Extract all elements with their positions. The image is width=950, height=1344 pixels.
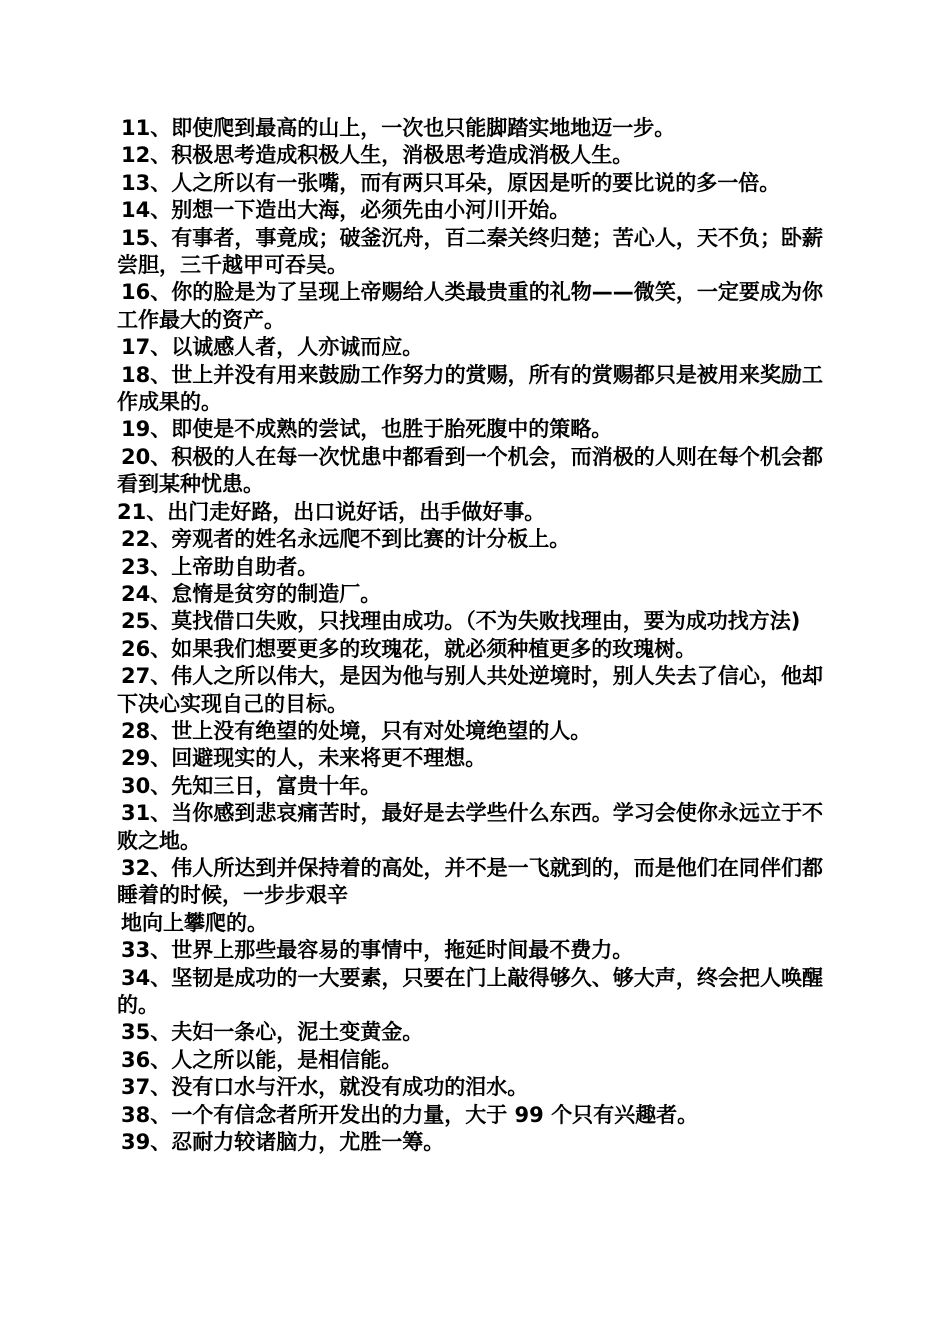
quote-39: 39、忍耐力较诸脑力，尤胜一筹。 [121, 1130, 445, 1155]
quote-25: 25、莫找借口失败，只找理由成功。（不为失败找理由，要为成功找方法) [121, 609, 801, 634]
quote-37: 37、没有口水与汗水，就没有成功的泪水。 [121, 1075, 529, 1100]
quote-33: 33、世界上那些最容易的事情中，拖延时间最不费力。 [121, 938, 634, 963]
quote-11: 11、即使爬到最高的山上，一次也只能脚踏实地地迈一步。 [121, 116, 676, 140]
quote-15: 15、有事者，事竟成；破釜沉舟，百二秦关终归楚；苦心人，天不负；卧薪尝胆，三千越甲可吞吴。 [117, 225, 823, 278]
quote-13: 13、人之所以有一张嘴，而有两只耳朵，原因是听的要比说的多一倍。 [121, 170, 781, 195]
quote-38: 38、一个有信念者所开发出的力量，大于 99 个只有兴趣者。 [121, 1102, 699, 1127]
quote-24: 24、怠惰是贫穷的制造厂。 [121, 581, 382, 606]
quote-31: 31、当你感到悲哀痛苦时，最好是去学些什么东西。学习会使你永远立于不败之地。 [117, 801, 823, 853]
quote-18: 18、世上并没有用来鼓励工作努力的赏赐，所有的赏赐都只是被用来奖励工作成果的。 [117, 362, 823, 415]
quote-22: 22、旁观者的姓名永远爬不到比赛的计分板上。 [121, 527, 571, 552]
quote-16: 16、你的脸是为了呈现上帝赐给人类最贵重的礼物——微笑，一定要成为你工作最大的资产。 [117, 280, 823, 332]
quote-17: 17、以诚感人者，人亦诚而应。 [121, 335, 424, 360]
quote-14: 14、别想一下造出大海，必须先由小河川开始。 [121, 198, 571, 223]
quote-20: 20、积极的人在每一次忧患中都看到一个机会，而消极的人则在每个机会都看到某种忧患。 [117, 444, 823, 497]
quote-21: 21、出门走好路，出口说好话，出手做好事。 [117, 499, 546, 524]
quote-23: 23、上帝助自助者。 [121, 554, 319, 579]
quote-35: 35、夫妇一条心，泥土变黄金。 [121, 1020, 424, 1045]
quote-34: 34、坚韧是成功的一大要素，只要在门上敲得够久、够大声，终会把人唤醒的。 [117, 965, 823, 1017]
quote-28: 28、世上没有绝望的处境，只有对处境绝望的人。 [121, 718, 592, 743]
quote-30: 30、先知三日，富贵十年。 [121, 773, 382, 798]
quote-29: 29、回避现实的人，未来将更不理想。 [121, 746, 487, 771]
quote-27: 27、伟人之所以伟大，是因为他与别人共处逆境时，别人失去了信心，他却下决心实现自己的目标。 [117, 664, 823, 716]
quote-32: 32、伟人所达到并保持着的高处，并不是一飞就到的，而是他们在同伴们都睡着的时候，一步步艰辛 [117, 855, 823, 908]
document-page [117, 115, 823, 1156]
quote-19: 19、即使是不成熟的尝试，也胜于胎死腹中的策略。 [121, 417, 613, 442]
quote-36: 36、人之所以能，是相信能。 [121, 1047, 403, 1072]
quote-26: 26、如果我们想要更多的玫瑰花，就必须种植更多的玫瑰树。 [121, 636, 697, 661]
quote-12: 12、积极思考造成积极人生，消极思考造成消极人生。 [121, 143, 634, 168]
quote-32-continued: 地向上攀爬的。 [121, 910, 268, 935]
